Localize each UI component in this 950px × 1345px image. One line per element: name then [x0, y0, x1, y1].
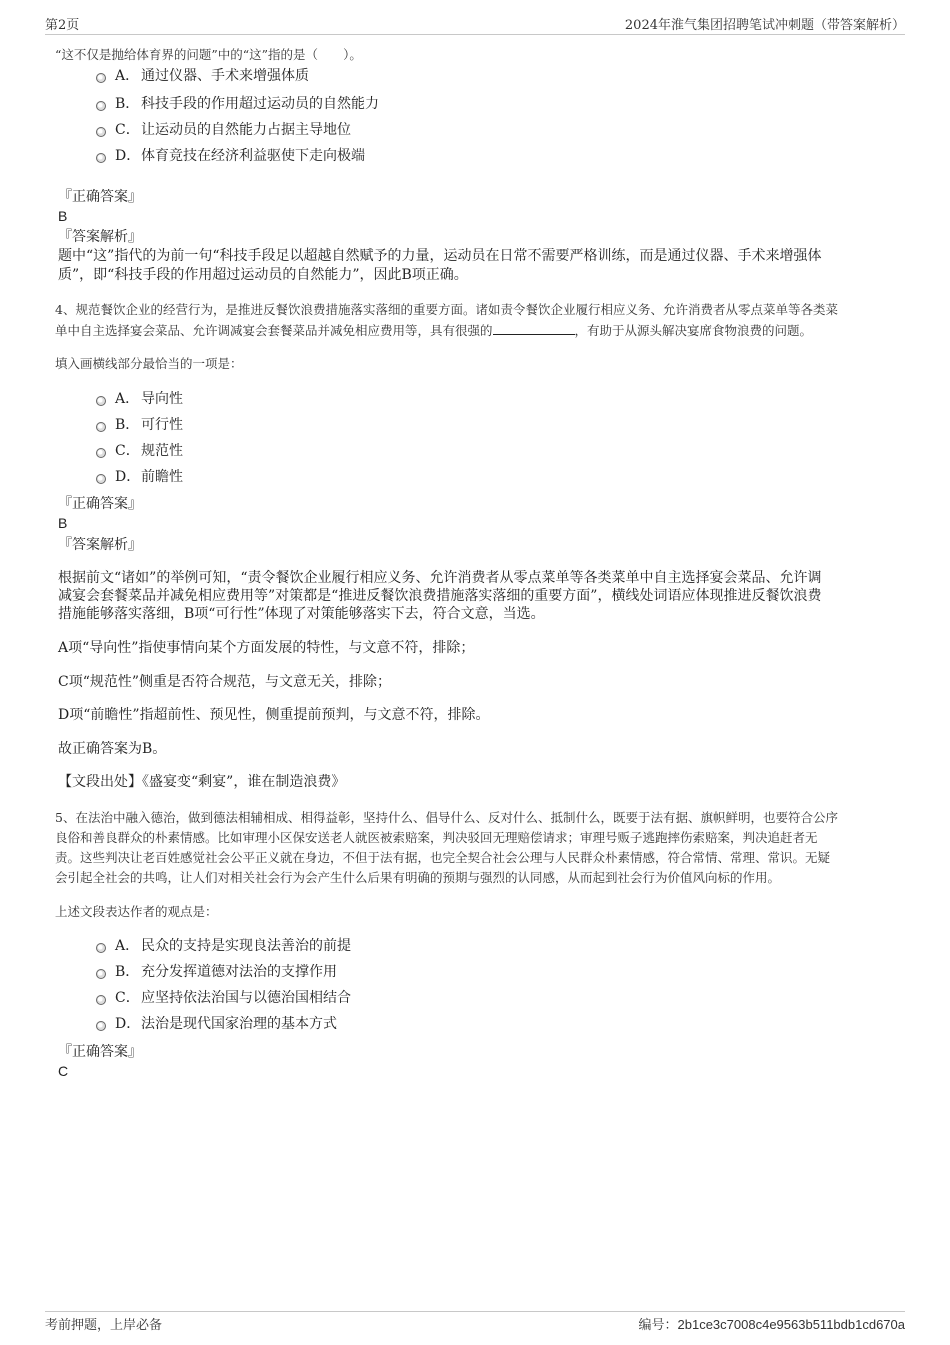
radio-icon[interactable]: [96, 448, 106, 458]
q4-stem-line-1: 4、规范餐饮企业的经营行为，是推进反餐饮浪费措施落实落细的重要方面。诸如责令餐饮企业履行相应义务、允许消费者从零点菜单等各类菜: [55, 302, 838, 317]
radio-icon[interactable]: [96, 396, 106, 406]
q5-answer: C: [58, 1063, 69, 1079]
page-number: 第2页: [45, 18, 80, 33]
q4-stem-line-2: 单中自主选择宴会菜品、允许调减宴会套餐菜品并减免相应费用等，具有很强的 ，有助于从源头解决宴席食物浪费的问题。: [55, 323, 813, 338]
q4-analysis-p1-line-2: 减宴会套餐菜品并减免相应费用等”对策都是“推进反餐饮浪费措施落实落细的重要方面”，横线处词语应体现推进反餐饮浪费: [58, 588, 822, 604]
footer-slogan: 考前押题，上岸必备: [45, 1318, 163, 1333]
q4-analysis-option-a: A项“导向性”指使事情向某个方面发展的特性，与文意不符，排除；: [58, 640, 475, 656]
q4-analysis-p1-line-3: 措施能够落实落细，B项“可行性”体现了对策能够落实下去，符合文意，当选。: [58, 606, 545, 622]
q4-option-b[interactable]: B． 可行性: [96, 415, 183, 435]
q3-stem: “这不仅是抛给体育界的问题”中的“这”指的是（ ）。: [55, 47, 362, 62]
q5-option-a[interactable]: A． 民众的支持是实现良法善治的前提: [96, 936, 351, 956]
q3-option-d[interactable]: D．体育竞技在经济利益驱使下走向极端: [96, 146, 365, 166]
q4-option-d[interactable]: D．前瞻性: [96, 467, 183, 487]
q4-option-a[interactable]: A． 导向性: [96, 389, 183, 409]
footer-id: 编号：2b1ce3c7008c4e9563b511bdb1cd670a: [638, 1317, 905, 1333]
q5-option-b[interactable]: B． 充分发挥道德对法治的支撑作用: [96, 962, 337, 982]
radio-icon[interactable]: [96, 127, 106, 137]
q5-stem-line-4: 会引起全社会的共鸣，让人们对相关社会行为会产生什么后果有明确的预期与强烈的认同感，从而起到社会行为价值风向标的作用。: [55, 870, 781, 885]
fill-blank: [493, 322, 575, 335]
q5-stem-line-1: 5、在法治中融入德治，做到德法相辅相成、相得益彰，坚持什么、倡导什么、反对什么、抵制什么，既要于法有据、旗帜鲜明，也要符合公序: [55, 810, 838, 825]
q3-option-c[interactable]: C．让运动员的自然能力占据主导地位: [96, 120, 351, 140]
q4-analysis-conclusion: 故正确答案为B。: [58, 741, 167, 757]
q3-analysis-line-1: 题中“这”指代的为前一句“科技手段足以超越自然赋予的力量，运动员在日常不需要严格训练，而是通过仪器、手术来增强体: [58, 248, 822, 264]
document-title: 2024年淮气集团招聘笔试冲刺题（带答案解析）: [624, 18, 905, 33]
q4-answer: B: [58, 515, 68, 531]
radio-icon[interactable]: [96, 153, 106, 163]
radio-icon[interactable]: [96, 73, 106, 83]
radio-icon[interactable]: [96, 995, 106, 1005]
q3-option-b[interactable]: B． 科技手段的作用超过运动员的自然能力: [96, 94, 379, 114]
q4-option-c[interactable]: C．规范性: [96, 441, 183, 461]
q3-answer: B: [58, 208, 68, 224]
radio-icon[interactable]: [96, 422, 106, 432]
footer-divider: [45, 1311, 905, 1312]
q4-source: 【文段出处】《盛宴变“剩宴”，谁在制造浪费》: [58, 774, 346, 790]
q3-analysis-line-2: 质”，即“科技手段的作用超过运动员的自然能力”，因此B项正确。: [58, 267, 468, 283]
q5-stem-line-2: 良俗和善良群众的朴素情感。比如审理小区保安送老人就医被索赔案，判决驳回无理赔偿请求；审理号贩子逃跑摔伤索赔案，判决追赶者无: [55, 830, 818, 845]
q4-analysis-label: 『答案解析』: [58, 537, 142, 553]
q5-prompt: 上述文段表达作者的观点是：: [55, 904, 218, 919]
q5-option-d[interactable]: D．法治是现代国家治理的基本方式: [96, 1014, 337, 1034]
q5-answer-label: 『正确答案』: [58, 1044, 142, 1060]
radio-icon[interactable]: [96, 969, 106, 979]
q5-stem-line-3: 责。这些判决让老百姓感觉社会公平正义就在身边，不但于法有据，也完全契合社会公理与人民群众朴素情感，符合常情、常理、常识。无疑: [55, 850, 831, 865]
q3-analysis-label: 『答案解析』: [58, 229, 142, 245]
radio-icon[interactable]: [96, 1021, 106, 1031]
q4-answer-label: 『正确答案』: [58, 496, 142, 512]
q4-analysis-option-c: C项“规范性”侧重是否符合规范，与文意无关，排除；: [58, 674, 392, 690]
radio-icon[interactable]: [96, 943, 106, 953]
q4-analysis-p1-line-1: 根据前文“诸如”的举例可知，“责令餐饮企业履行相应义务、允许消费者从零点菜单等各类菜单中自主选择宴会菜品、允许调: [58, 570, 822, 586]
radio-icon[interactable]: [96, 474, 106, 484]
header-divider: [45, 34, 905, 35]
q5-option-c[interactable]: C．应坚持依法治国与以德治国相结合: [96, 988, 351, 1008]
radio-icon[interactable]: [96, 101, 106, 111]
q4-prompt: 填入画横线部分最恰当的一项是：: [55, 356, 243, 371]
q4-analysis-option-d: D项“前瞻性”指超前性、预见性，侧重提前预判，与文意不符，排除。: [58, 707, 490, 723]
q3-option-a[interactable]: A． 通过仪器、手术来增强体质: [96, 66, 309, 86]
q3-answer-label: 『正确答案』: [58, 189, 142, 205]
